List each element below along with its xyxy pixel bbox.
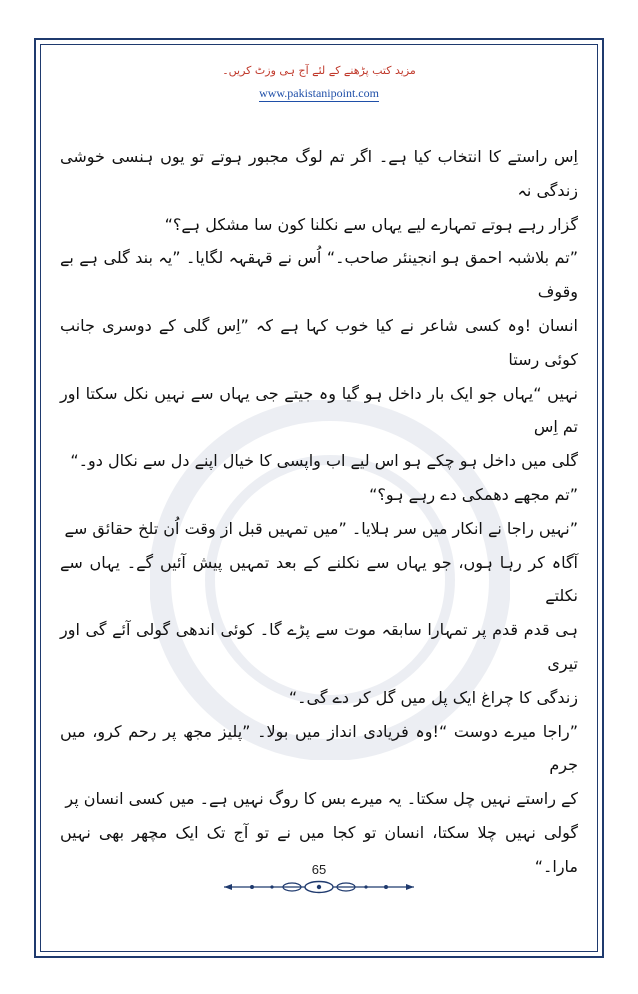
text-line: ”راجا میرے دوست “!وہ فریادی انداز میں بولا۔ ”پلیز مجھ پر رحم کرو، میں جرم: [60, 721, 578, 775]
text-line: آگاہ کر رہا ہوں، جو یہاں سے نکلنے کے بعد تمہیں پیش آئیں گے۔ یہاں سے نکلتے: [60, 552, 578, 606]
text-line: زندگی کا چراغ ایک پل میں گل کر دے گی۔“: [288, 687, 578, 707]
body-text: [60, 140, 578, 884]
text-line: اِس راستے کا انتخاب کیا ہے۔ اگر تم لوگ مجبور ہوتے تو یوں ہنسی خوشی زندگی نہ: [60, 147, 578, 200]
website-link-text[interactable]: www.pakistanipoint.com: [259, 86, 379, 100]
page-number: 65: [311, 862, 327, 877]
website-link[interactable]: [0, 86, 638, 101]
text-line: ”نہیں راجا نے انکار میں سر ہلایا۔ ”میں تمہیں قبل از وقت اُن تلخ حقائق سے: [64, 518, 578, 538]
header-promo-note: مزید کتب پڑھنے کے لئے آج ہی وزٹ کریں۔: [222, 64, 416, 77]
ornament-divider: [222, 880, 416, 894]
text-line: گزار رہے ہوتے تمہارے لیے یہاں سے نکلنا کون سا مشکل ہے؟“: [164, 214, 578, 234]
text-line: کے راستے نہیں چل سکتا۔ یہ میرے بس کا روگ نہیں ہے۔ میں کسی انسان پر: [65, 789, 578, 809]
text-line: انسان !وہ کسی شاعر نے کیا خوب کہا ہے کہ ”اِس گلی کے دوسری جانب کوئی رستا: [60, 315, 578, 369]
text-line: ہی قدم قدم پر تمہارا سابقہ موت سے پڑے گا۔ کوئی اندھی گولی آئے گی اور تیری: [60, 620, 578, 673]
text-line: گولی نہیں چلا سکتا، انسان تو کجا میں نے تو آج تک ایک مچھر بھی نہیں مارا۔“: [60, 822, 578, 876]
text-line: گلی میں داخل ہو چکے ہو اس لیے اب واپسی کا خیال اپنے دل سے نکال دو۔“: [70, 451, 578, 471]
text-line: ”تم مجھے دھمکی دے رہے ہو؟“: [369, 484, 578, 504]
text-line: ”تم بلاشبہ احمق ہو انجینئر صاحب۔“ اُس نے قہقہہ لگایا۔ ”یہ بند گلی ہے بے وقوف: [60, 248, 578, 302]
text-line: نہیں “یہاں جو ایک بار داخل ہو گیا وہ جیتے جی یہاں سے نہیں نکل سکتا اور تم اِس: [60, 383, 578, 437]
